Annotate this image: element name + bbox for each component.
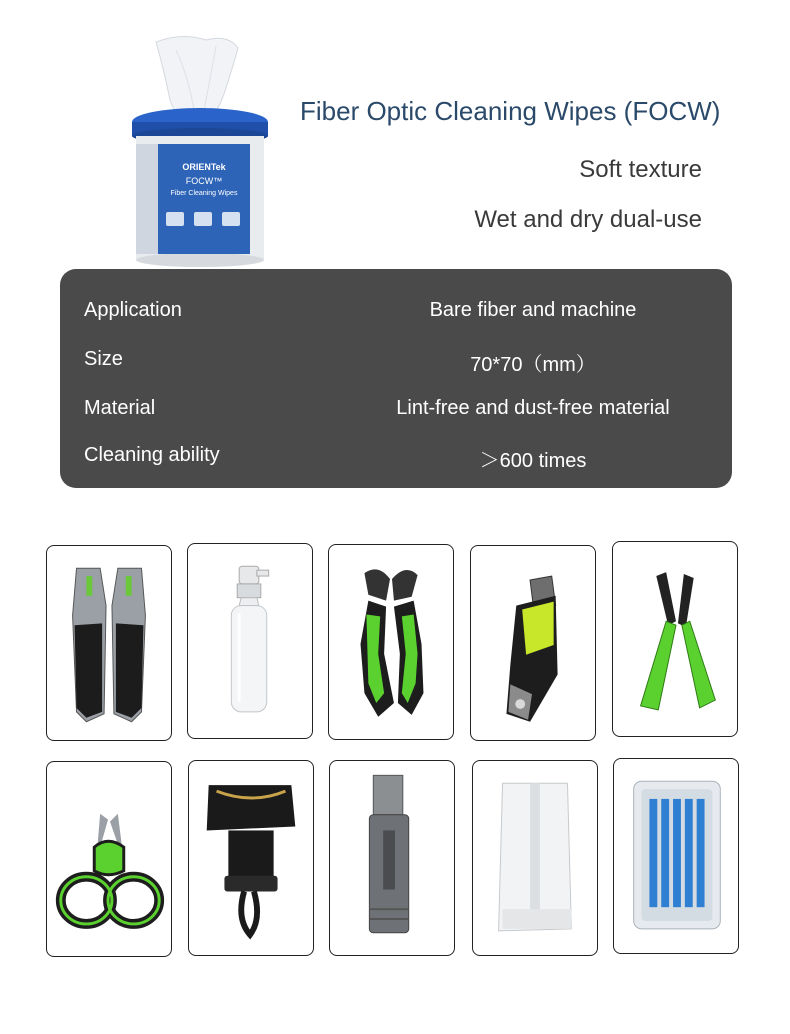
tool-card-4 xyxy=(470,545,596,741)
tool-card-8 xyxy=(329,760,455,956)
tool-card-9 xyxy=(472,760,598,956)
tool-card-1 xyxy=(46,545,172,741)
cleaning-wipes-jar-image xyxy=(120,30,280,268)
spec-label: Application xyxy=(84,299,182,321)
coax-stripper-icon xyxy=(330,761,454,955)
spec-value: ＞600 times xyxy=(479,450,587,472)
jar-name-text: Fiber Cleaning Wipes xyxy=(170,190,238,197)
fiber-holder-icon xyxy=(473,761,597,955)
product-title: Fiber Optic Cleaning Wipes (FOCW) xyxy=(300,96,721,126)
spec-row-material xyxy=(60,397,732,427)
fiber-stripper-pliers-icon xyxy=(47,546,171,740)
spec-label: Material xyxy=(84,397,156,419)
shoulder-strap-icon xyxy=(189,761,313,955)
kevlar-scissors-icon xyxy=(47,762,171,956)
jar-brand-text: ORIENTek xyxy=(182,162,226,172)
spec-panel xyxy=(60,269,732,488)
jar-model-text: FOCW™ xyxy=(185,176,223,186)
cable-slitter-icon xyxy=(471,546,595,740)
spray-bottle-icon xyxy=(188,544,312,738)
spec-value: 70*70（mm） xyxy=(470,354,596,376)
cleaning-swabs-icon xyxy=(614,759,738,953)
spec-row-application xyxy=(60,299,732,329)
tool-card-2 xyxy=(187,543,313,739)
feature-dual-use: Wet and dry dual-use xyxy=(474,206,702,233)
spec-label: Size xyxy=(84,348,123,370)
tool-card-6 xyxy=(46,761,172,957)
fiber-stripper-icon xyxy=(613,542,737,736)
tool-card-3 xyxy=(328,544,454,740)
spec-label: Cleaning ability xyxy=(84,444,220,466)
tool-card-7 xyxy=(188,760,314,956)
tool-card-10 xyxy=(613,758,739,954)
spec-value: Lint-free and dust-free material xyxy=(396,397,670,419)
feature-soft-texture: Soft texture xyxy=(579,156,702,183)
tool-card-5 xyxy=(612,541,738,737)
spec-row-cleaning-ability xyxy=(60,444,732,474)
spec-value: Bare fiber and machine xyxy=(429,299,637,321)
spec-row-size xyxy=(60,348,732,378)
cable-cutter-icon xyxy=(329,545,453,739)
